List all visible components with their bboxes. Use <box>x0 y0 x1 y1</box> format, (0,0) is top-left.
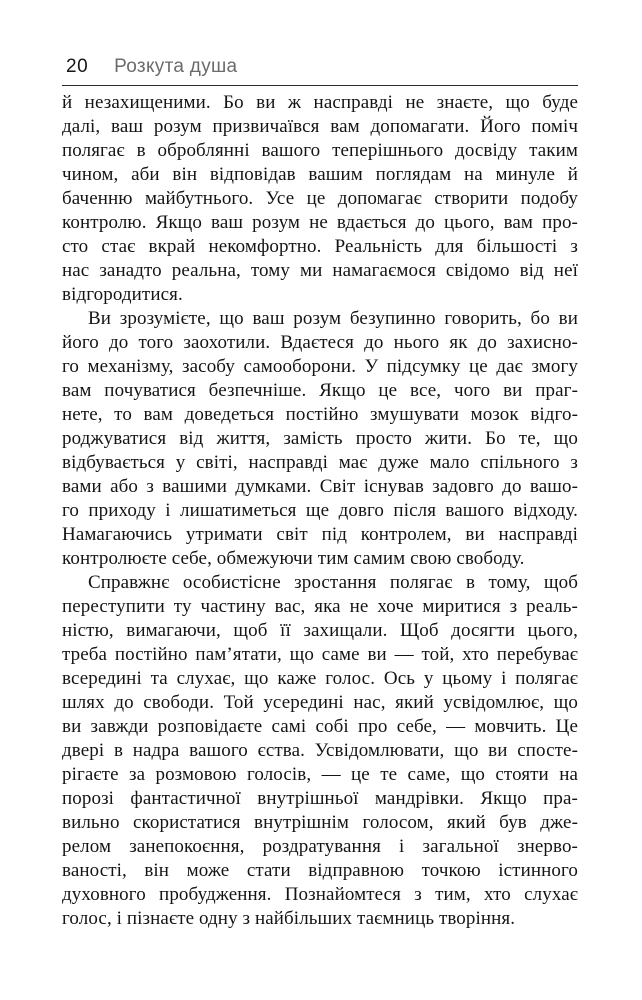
text-line: вам почуватися безпечніше. Якщо це все, чого ви праг- <box>62 380 578 401</box>
text-line: голос, і пізнаєте одну з найбільших таємниць творіння. <box>62 908 516 929</box>
text-line: вами або з вашими думками. Світ існував задовго до вашо- <box>62 476 578 497</box>
text-line: контролю. Якщо ваш розум не вдається до цього, вам про- <box>62 212 578 233</box>
text-line: відбувається у світі, насправді має дуже мало спільного з <box>62 452 578 473</box>
body-text <box>62 91 578 931</box>
running-title: Розкута душа <box>114 56 238 77</box>
paragraph <box>62 91 578 307</box>
text-line: переступити ту частину вас, яка не хоче миритися з реаль- <box>62 596 578 617</box>
text-line: далі, ваш розум призвичаївся вам допомагати. Його поміч <box>62 116 578 137</box>
text-line: духовного пробудження. Познайомтеся з тим, хто слухає <box>62 884 578 905</box>
text-line: Справжнє особистісне зростання полягає в тому, щоб <box>88 572 578 593</box>
text-line: рігаєте за розмовою голосів, — це те саме, що стояти на <box>62 764 578 785</box>
text-line: Намагаючись утримати світ під контролем, ви насправді <box>62 524 578 545</box>
text-line: порозі фантастичної внутрішньої мандрівки. Якщо пра- <box>62 788 578 809</box>
paragraph <box>62 571 578 931</box>
text-line: й незахищеними. Бо ви ж насправді не знаєте, що буде <box>62 92 578 113</box>
text-line: ністю, вимагаючи, щоб її захищали. Щоб досягти цього, <box>62 620 578 641</box>
text-line: полягає в оброблянні вашого теперішнього досвіду таким <box>62 140 578 161</box>
text-line: ви завжди розповідаєте самі собі про себе, — мовчить. Це <box>62 716 578 737</box>
text-line: контролюєте себе, обмежуючи тим самим свою свободу. <box>62 548 525 569</box>
running-header <box>62 56 578 78</box>
text-line: Ви зрозумієте, що ваш розум безупинно говорить, бо ви <box>88 308 578 329</box>
text-line: го механізму, засобу самооборони. У підсумку це дає змогу <box>62 356 578 377</box>
text-line: баченню майбутнього. Усе це допомагає створити подобу <box>62 188 578 209</box>
page-number: 20 <box>66 56 89 77</box>
text-line: всередині та слухає, що каже голос. Ось у цьому і полягає <box>62 668 578 689</box>
header-rule <box>62 85 578 86</box>
paragraph <box>62 307 578 571</box>
text-line: його до того заохотили. Вдаєтеся до нього як до захисно- <box>62 332 578 353</box>
text-line: треба постійно пам’ятати, що саме ви — той, хто перебуває <box>62 644 578 665</box>
text-line: нете, то вам доведеться постійно змушувати мозок відго- <box>62 404 578 425</box>
text-line: вильно скористатися внутрішнім голосом, який був дже- <box>62 812 578 833</box>
text-line: сто стає вкрай некомфортно. Реальність для більшості з <box>62 236 578 257</box>
text-line: ваності, він може стати відправною точкою істинного <box>62 860 578 881</box>
text-line: релом занепокоєння, роздратування і загальної знерво- <box>62 836 578 857</box>
text-line: відгородитися. <box>62 284 183 305</box>
text-line: шлях до свободи. Той усередині нас, який усвідомлює, що <box>62 692 578 713</box>
text-line: го приходу і лишатиметься ще довго після вашого відходу. <box>62 500 578 521</box>
text-line: двері в надра вашого єства. Усвідомлювати, що ви спосте- <box>62 740 578 761</box>
text-line: чином, аби він відповідав вашим поглядам на минуле й <box>62 164 578 185</box>
text-line: роджуватися від життя, замість просто жити. Бо те, що <box>62 428 578 449</box>
text-line: нас занадто реальна, тому ми намагаємося свідомо від неї <box>62 260 578 281</box>
